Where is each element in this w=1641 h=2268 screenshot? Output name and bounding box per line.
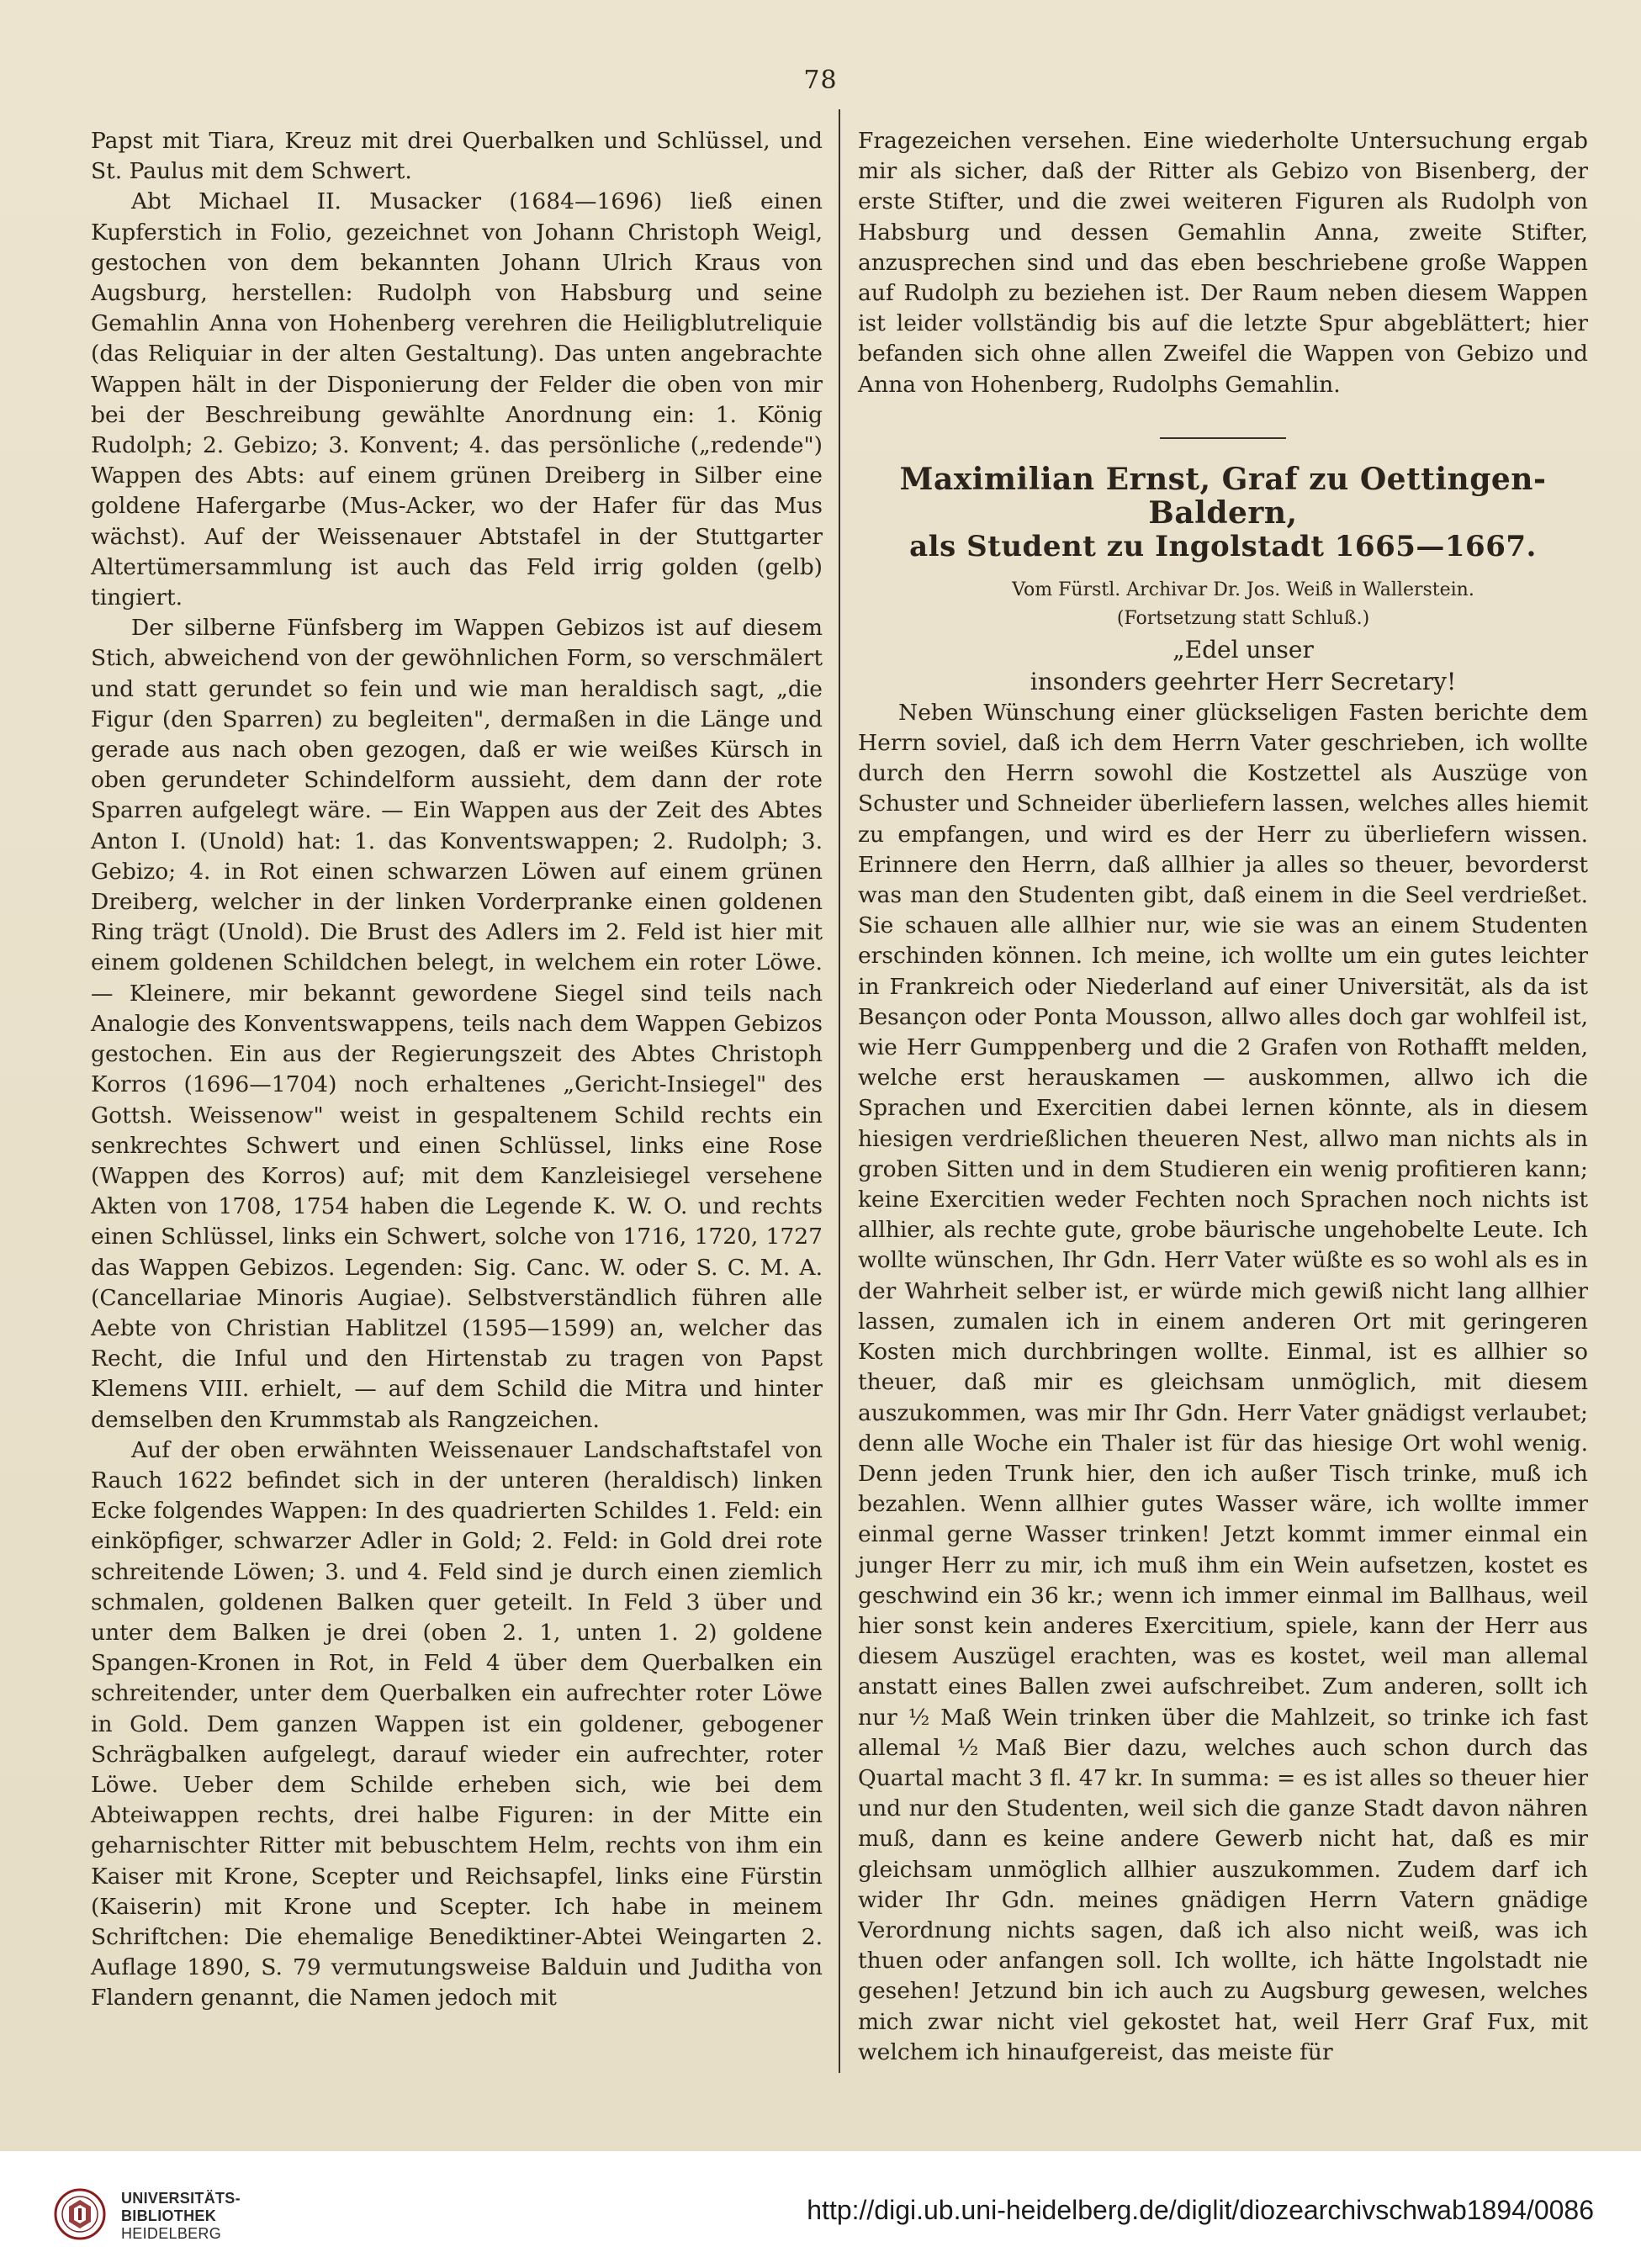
paragraph: Fragezeichen versehen. Eine wiederholte Untersuchung ergab mir als sicher, daß der Ritter als Gebizo von Bisenberg, der erste Stifter, und die zwei weiteren Figuren als Rudolph von Habsburg und dessen Gemahlin Anna, zweite Stifter, anzusprechen sind und das eben beschriebene große Wappen auf Rudolph zu beziehen ist. Der Raum neben diesem Wappen ist leider vollständig bis auf die letzte Spur abgeblättert; hier befanden sich ohne allen Zweifel die Wappen von Gebizo und Anna von Hohenberg, Rudolphs Gemahlin. <box>858 128 1588 398</box>
page-number: 78 <box>803 66 838 95</box>
left-column <box>91 126 823 2014</box>
institution-line: HEIDELBERG <box>121 2225 222 2242</box>
paragraph: Auf der oben erwähnten Weissenauer Landschaftstafel von Rauch 1622 befindet sich in der unteren (heraldisch) linken Ecke folgendes Wappen: In des quadrierten Schildes 1. Feld: ein einköpfiger, schwarzer Adler in Gold; 2. Feld: in Gold drei rote schreitende Löwen; 3. und 4. Feld sind je durch einen ziemlich schmalen, goldenen Balken quer geteilt. In Feld 3 über und unter dem Balken je drei (oben 2. 1, unten 1. 2) goldene Spangen-Kronen in Rot, in Feld 4 über dem Querbalken ein schreitender, unter dem Querbalken ein aufrechter roter Löwe in Gold. Dem ganzen Wappen ist ein goldener, gebogener Schrägbalken aufgelegt, darauf wieder ein aufrechter, roter Löwe. Ueber dem Schilde erheben sich, wie bei dem Abteiwappen rechts, drei halbe Figuren: in der Mitte ein geharnischter Ritter mit bebuschtem Helm, rechts von ihm ein Kaiser mit Krone, Scepter und Reichsapfel, links eine Fürstin (Kaiserin) mit Krone und Scepter. Ich habe in meinem Schriftchen: Die ehemalige Benediktiner-Abtei Weingarten 2. Auflage 1890, S. 79 vermutungsweise Balduin und Juditha von Flandern genannt, die Namen jedoch mit <box>91 1436 823 2012</box>
article-subtitle: als Student zu Ingolstadt 1665—1667. <box>909 529 1537 563</box>
paragraph: Neben Wünschung einer glückseligen Fasten berichte dem Herrn soviel, daß ich dem Herrn Vater geschrieben, ich wollte durch den Herrn sowohl die Kostzettel als Auszüge von Schuster und Schneider überliefern lassen, welches alles hiemit zu empfangen, und wird es der Herr zu überliefern wissen. Erinnere den Herrn, daß allhier ja alles so theuer, bevorderst was man den Studenten gibt, daß einem in die Seel verdrießet. Sie schauen alle allhier nur, wie sie was an einem Studenten erschinden können. Ich meine, ich wollte um ein gutes leichter in Frankreich oder Niederland auf einer Universität, als da ist Besançon oder Ponta Mousson, allwo alles doch gar wohlfeil ist, wie Herr Gumppenberg und die 2 Grafen von Rothafft melden, welche erst herauskamen — auskommen, allwo ich die Sprachen und Exercitien dabei lernen könnte, als in diesem hiesigen verdrießlichen theueren Nest, allwo man nichts als in groben Sitten und in dem Studieren ein wenig profitieren kann; keine Exercitien weder Fechten noch Sprachen noch nichts ist allhier, als rechte gute, grobe bäurische ungehobelte Leute. Ich wollte wünschen, Ihr Gdn. Herr Vater wüßte es so wohl als es in der Wahrheit selber ist, er würde mich gewiß nicht lang allhier lassen, zumalen ich in einem anderen Ort mit geringeren Kosten mich durchbringen wollte. Einmal, ist es allhier so theuer, daß mir es gleichsam unmöglich, mit diesem auszukommen, was mir Ihr Gdn. Herr Vater gnädigst verlaubet; denn alle Woche ein Thaler ist für das hiesige Ort wohl wenig. Denn jeden Trunk hier, den ich außer Tisch trinke, muß ich bezahlen. Wenn allhier gutes Wasser wäre, ich wollte immer einmal gerne Wasser trinken! Jetzt kommt immer einmal ein junger Herr zu mir, ich muß ihm ein Wein aufsetzen, kostet es geschwind ein 36 kr.; wenn ich immer einmal im Ballhaus, weil hier sonst kein anderes Exercitium, spiele, kann der Herr aus diesem Auszügel erachten, was es kostet, weil man allemal anstatt eines Ballen zwei aufschreibet. Zum anderen, sollt ich nur ½ Maß Wein trinken über die Mahlzeit, so trinke ich fast allemal ½ Maß Bier dazu, welches auch schon durch das Quartal macht 3 fl. 47 kr. In summa: = es ist alles so theuer hier und nur den Studenten, weil sich die ganze Stadt davon nähren muß, dann es keine andere Gewerb nicht hat, daß es mir gleichsam unmöglich allhier auszukommen. Zudem darf ich wider Ihr Gdn. meines gnädigen Herrn Vatern gnädige Verordnung nichts sagen, daß ich also nicht weiß, was ich thuen oder anfangen soll. Ich wollte, ich hätte Ingolstadt nie gesehen! Jetzund bin ich auch zu Augsburg gewesen, welches mich zwar nicht viel gekostet hat, weil Herr Graf Fux, mit welchem ich hinaufgereist, das meiste für <box>858 699 1588 2065</box>
institution-name <box>121 2190 241 2243</box>
paragraph: Der silberne Fünfsberg im Wappen Gebizos ist auf diesem Stich, abweichend von der gewöhnlichen Form, so verschmälert und statt gerundet so fein und wie man heraldisch sagt, „die Figur (den Sparren) zu begleiten", dermaßen in die Länge und gerade aus nach oben gezogen, daß er wie weißes Kürsch in oben gerundeter Schindelform aussieht, dem dann der rote Sparren aufgelegt wäre. — Ein Wappen aus der Zeit des Abtes Anton I. (Unold) hat: 1. das Konventswappen; 2. Rudolph; 3. Gebizo; 4. in Rot einen schwarzen Löwen auf einem grünen Dreiberg, welcher in der linken Vorderpranke einen goldenen Ring trägt (Unold). Die Brust des Adlers im 2. Feld ist hier mit einem goldenen Schildchen belegt, in welchem ein roter Löwe. — Kleinere, mir bekannt gewordene Siegel sind teils nach Analogie des Konventswappens, teils nach dem Wappen Gebizos gestochen. Ein aus der Regierungszeit des Abtes Christoph Korros (1696—1704) noch erhaltenes „Gericht-Insiegel" des Gottsh. Weissenow" weist in gespaltenem Schild rechts ein senkrechtes Schwert und einen Schlüssel, links eine Rose (Wappen des Korros) auf; mit dem Kanzleisiegel versehene Akten von 1708, 1754 haben die Legende K. W. O. und rechts einen Schlüssel, links ein Schwert, solche von 1716, 1720, 1727 das Wappen Gebizos. Legenden: Sig. Canc. W. oder S. C. M. A. (Cancellariae Minoris Augiae). Selbstverständlich führen alle Aebte von Christian Hablitzel (1595—1599) an, welcher das Recht, die Inful und den Hirtenstab zu tragen von Papst Klemens VIII. erhielt, — auf dem Schild die Mitra und hinter demselben den Krummstab als Rangzeichen. <box>91 615 823 1433</box>
paragraph: Abt Michael II. Musacker (1684—1696) ließ einen Kupferstich in Folio, gezeichnet von Johann Christoph Weigl, gestochen von dem bekannten Johann Ulrich Kraus von Augsburg, herstellen: Rudolph von Habsburg und seine Gemahlin Anna von Hohenberg verehren die Heiligblutreliquie (das Reliquiar in der alten Gestaltung). Das unten angebrachte Wappen hält in der Disponierung der Felder die oben von mir bei der Beschreibung gewählte Anordnung ein: 1. König Rudolph; 2. Gebizo; 3. Konvent; 4. das persönliche („redende") Wappen des Abts: auf einem grünen Dreiberg in Silber eine goldene Hafergarbe (Mus-Acker, wo der Hafer für das Mus wächst). Auf der Weissenauer Abtstafel in der Stuttgarter Altertümersammlung ist auch das Feld irrig golden (gelb) tingiert. <box>91 188 823 611</box>
salutation-line-1: „Edel unser <box>1173 635 1314 663</box>
article-title: Maximilian Ernst, Graf zu Oettingen-Baldern, <box>899 461 1547 531</box>
right-column <box>858 126 1588 2068</box>
institution-line: UNIVERSITÄTS- <box>121 2190 241 2207</box>
continued-note: (Fortsetzung statt Schluß.) <box>1116 607 1370 629</box>
institution-line: BIBLIOTHEK <box>121 2207 216 2224</box>
salutation-line-2: insonders geehrter Herr Secretary! <box>1030 667 1457 695</box>
paragraph: Papst mit Tiara, Kreuz mit drei Querbalken und Schlüssel, und St. Paulus mit dem Schwert. <box>91 128 823 185</box>
byline: Vom Fürstl. Archivar Dr. Jos. Weiß in Wallerstein. <box>1012 579 1474 600</box>
footer-bar <box>0 2151 1641 2268</box>
university-seal-icon <box>54 2188 106 2240</box>
source-url-link[interactable]: http://digi.ub.uni-heidelberg.de/diglit/diozearchivschwab1894/0086 <box>807 2195 1594 2225</box>
section-rule <box>1160 437 1286 439</box>
column-divider <box>839 109 840 2073</box>
